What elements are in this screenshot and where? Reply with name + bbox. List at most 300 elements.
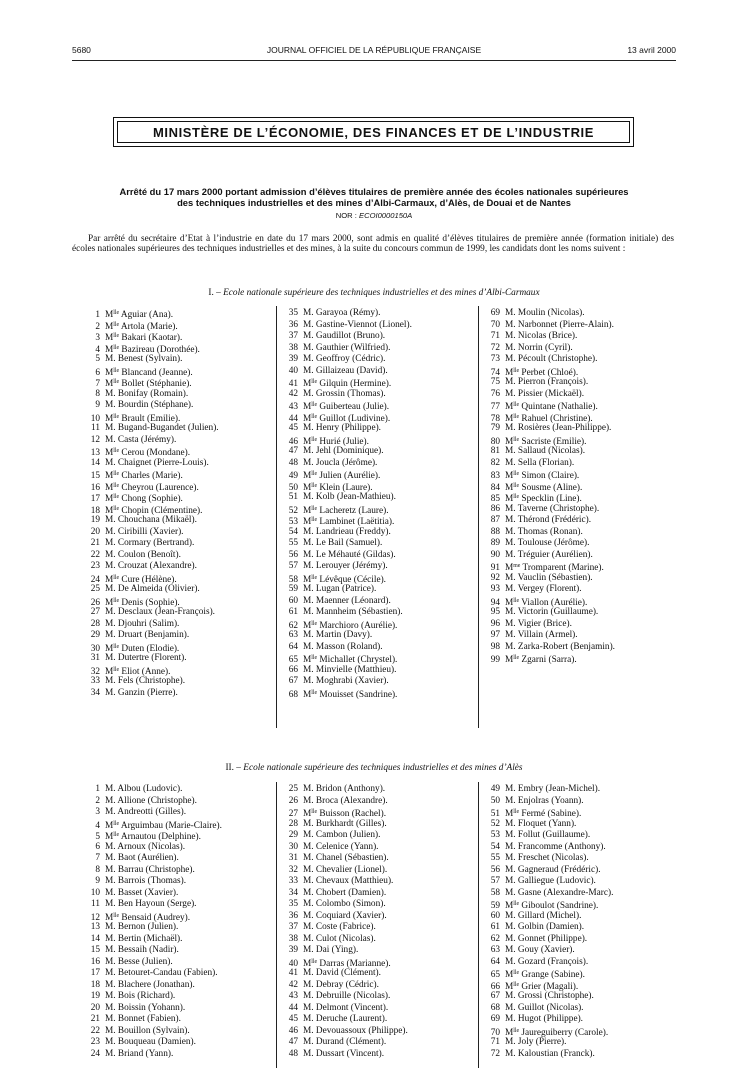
entry-number: 43 xyxy=(288,991,298,1001)
candidate-name: Blachere (Jonathan). xyxy=(117,979,195,990)
list-item xyxy=(282,653,412,665)
list-item xyxy=(282,853,408,865)
list-column xyxy=(84,308,219,699)
candidate-name: Gastine-Viennot (Lionel). xyxy=(315,319,412,330)
list-item xyxy=(84,481,219,493)
nor-code: ECOI0000150A xyxy=(359,211,413,220)
list-item xyxy=(84,619,219,631)
civility-title: M. xyxy=(505,922,516,932)
list-item xyxy=(282,469,412,481)
candidate-name: Besse (Julien). xyxy=(117,956,173,967)
entry-number: 22 xyxy=(90,549,100,560)
civility-suffix: lle xyxy=(311,517,318,523)
civility-title: M. xyxy=(303,630,314,640)
entry-number: 72 xyxy=(490,1048,500,1059)
candidate-name: Chobert (Damien). xyxy=(315,887,387,898)
civility-title: M. xyxy=(105,526,116,537)
civility-title: M. xyxy=(505,864,516,875)
list-item xyxy=(282,876,408,888)
arrete-title-line-2: des techniques industrielles et des mines d’Albi-Carmaux, d’Alès, de Douai et de Nantes xyxy=(177,197,571,208)
list-item xyxy=(282,945,408,957)
entry-number: 26 xyxy=(288,795,298,806)
entry-number: 39 xyxy=(288,354,298,364)
entry-number: 3 xyxy=(95,333,100,343)
column-divider xyxy=(276,782,277,1068)
civility-suffix: me xyxy=(513,563,521,569)
list-item xyxy=(282,968,408,980)
candidate-name: Coquiard (Xavier). xyxy=(315,910,387,921)
candidate-name: Bourdin (Stéphane). xyxy=(117,400,194,410)
entry-number: 84 xyxy=(490,482,500,493)
civility-title: M. xyxy=(303,795,314,806)
candidate-name: Sousme (Aline). xyxy=(521,482,583,493)
candidate-name: Moghrabi (Xavier). xyxy=(315,676,389,686)
civility-title: M. xyxy=(505,630,516,640)
entry-number: 38 xyxy=(288,342,298,353)
civility-title: M xyxy=(105,471,114,481)
list-item xyxy=(84,865,222,877)
entry-number: 56 xyxy=(490,864,500,875)
list-item xyxy=(484,343,615,355)
list-item xyxy=(84,642,219,654)
entry-number: 13 xyxy=(90,922,100,932)
civility-title: M. xyxy=(303,968,314,978)
entry-number: 26 xyxy=(90,597,100,608)
entry-number: 55 xyxy=(490,853,500,863)
list-item xyxy=(282,377,412,389)
entry-number: 14 xyxy=(90,457,100,468)
civility-title: M. xyxy=(505,515,516,525)
civility-title: M. xyxy=(505,549,516,560)
list-item xyxy=(84,596,219,608)
entry-number: 39 xyxy=(288,945,298,955)
candidate-name: Delmont (Vincent). xyxy=(315,1002,389,1013)
list-item xyxy=(484,550,615,562)
civility-title: M xyxy=(105,832,114,842)
candidate-name: Grossin (Thomas). xyxy=(315,388,386,399)
list-item xyxy=(484,945,613,957)
candidate-name: Cheyrou (Laurence). xyxy=(121,482,199,493)
civility-title: M. xyxy=(505,319,516,330)
list-item xyxy=(484,504,615,516)
entry-number: 21 xyxy=(90,1014,100,1024)
civility-suffix: lle xyxy=(113,333,120,339)
ministry-box xyxy=(113,117,634,147)
civility-suffix: lle xyxy=(513,981,520,988)
list-item xyxy=(84,561,219,573)
list-item xyxy=(484,1049,613,1061)
candidate-name: Kaloustian (Franck). xyxy=(517,1048,595,1059)
list-item xyxy=(484,584,615,596)
candidate-name: Hugot (Philippe). xyxy=(517,1014,583,1024)
list-item xyxy=(484,957,613,969)
civility-title: M xyxy=(505,367,514,378)
list-item xyxy=(282,796,408,808)
civility-title: M. xyxy=(105,784,116,794)
entry-number: 2 xyxy=(95,321,100,332)
list-item xyxy=(84,354,219,366)
entry-number: 40 xyxy=(288,365,298,376)
civility-title: M xyxy=(303,958,312,969)
candidate-name: Pécoult (Christophe). xyxy=(517,354,598,364)
list-item xyxy=(282,807,408,819)
civility-suffix: lle xyxy=(513,901,520,907)
civility-title: M. xyxy=(105,1048,116,1059)
list-item xyxy=(484,377,615,389)
civility-title: M. xyxy=(105,991,116,1001)
civility-title: M. xyxy=(505,1002,516,1013)
entry-number: 31 xyxy=(288,853,298,863)
candidate-name: Albou (Ludovic). xyxy=(117,784,183,794)
list-item xyxy=(484,423,615,435)
candidate-name: Bonifay (Romain). xyxy=(117,388,189,399)
candidate-name: Gillaizeau (David). xyxy=(315,365,388,376)
arrete-title-line-1: Arrêté du 17 mars 2000 portant admission d’élèves titulaires de première année des écoles nationales supérieures xyxy=(119,186,629,197)
civility-suffix: lle xyxy=(311,471,318,477)
candidate-name: Lugan (Patrice). xyxy=(315,584,377,594)
candidate-name: Nicolas (Brice). xyxy=(517,331,578,341)
civility-title: M. xyxy=(505,342,516,353)
entry-number: 71 xyxy=(490,1037,500,1047)
candidate-name: Vergey (Florent). xyxy=(517,584,582,594)
entry-number: 88 xyxy=(490,526,500,537)
civility-title: M. xyxy=(505,572,516,583)
civility-title: M. xyxy=(303,549,314,560)
candidate-name: Duten (Elodie). xyxy=(121,643,180,654)
list-item xyxy=(84,377,219,389)
candidate-name: Gonnet (Philippe). xyxy=(517,933,588,944)
civility-suffix: lle xyxy=(513,809,520,815)
civility-title: M. xyxy=(303,784,314,794)
entry-number: 7 xyxy=(95,379,100,389)
list-item xyxy=(84,853,222,865)
list-item xyxy=(484,1026,613,1038)
candidate-name: Cormary (Bertrand). xyxy=(117,538,195,548)
candidate-name: Victorin (Guillaume). xyxy=(517,607,599,617)
candidate-name: Joly (Pierre). xyxy=(517,1037,567,1047)
civility-suffix: lle xyxy=(113,643,120,650)
civility-title: M xyxy=(303,809,312,819)
journal-title: JOURNAL OFFICIEL DE LA RÉPUBLIQUE FRANÇAISE xyxy=(266,45,482,55)
list-item xyxy=(484,1003,613,1015)
candidate-name: Djouhri (Salim). xyxy=(117,618,180,629)
candidate-name: Michallet (Chrystel). xyxy=(319,655,398,665)
candidate-name: Barrois (Thomas). xyxy=(117,876,187,886)
candidate-name: Bakari (Kaotar). xyxy=(121,333,183,343)
list-item xyxy=(484,538,615,550)
entry-number: 50 xyxy=(490,795,500,806)
civility-title: M. xyxy=(505,377,516,387)
list-item xyxy=(484,819,613,831)
candidate-name: Bernon (Julien). xyxy=(117,922,179,932)
list-item xyxy=(282,865,408,877)
list-item xyxy=(282,899,408,911)
list-item xyxy=(484,934,613,946)
list-item xyxy=(484,573,615,585)
civility-suffix: lle xyxy=(513,413,520,420)
civility-title: M. xyxy=(505,584,516,594)
section-title: Ecole nationale supérieure des techniques industrielles et des mines d’Alès xyxy=(243,763,523,773)
list-item xyxy=(84,446,219,458)
candidate-name: Henry (Philippe). xyxy=(315,423,381,433)
candidate-name: Vigier (Brice). xyxy=(517,618,572,629)
candidate-name: Darras (Marianne). xyxy=(319,958,391,969)
civility-title: M. xyxy=(105,945,116,955)
civility-title: M xyxy=(105,912,114,923)
list-item xyxy=(282,412,412,424)
list-item xyxy=(282,888,408,900)
list-item xyxy=(84,550,219,562)
candidate-name: Blancand (Jeanne). xyxy=(121,367,193,378)
civility-suffix: lle xyxy=(113,666,120,673)
civility-suffix: lle xyxy=(311,574,318,581)
candidate-name: Culot (Nicolas). xyxy=(315,933,376,944)
candidate-name: Tréguier (Aurélien). xyxy=(517,549,593,560)
civility-title: M xyxy=(105,494,114,504)
civility-title: M. xyxy=(303,561,314,571)
list-item xyxy=(84,527,219,539)
civility-title: M. xyxy=(303,319,314,330)
candidate-name: Rahuel (Christine). xyxy=(521,413,593,424)
civility-title: M. xyxy=(303,853,314,863)
entry-number: 57 xyxy=(490,876,500,886)
list-item xyxy=(282,922,408,934)
entry-number: 37 xyxy=(288,331,298,341)
entry-number: 48 xyxy=(288,457,298,468)
civility-suffix: lle xyxy=(311,809,318,815)
candidate-name: Briand (Yann). xyxy=(117,1048,174,1059)
entry-number: 10 xyxy=(90,887,100,898)
list-item xyxy=(282,607,412,619)
civility-title: M. xyxy=(303,365,314,376)
civility-title: M. xyxy=(505,784,516,794)
civility-title: M. xyxy=(303,423,314,433)
list-item xyxy=(282,991,408,1003)
civility-title: M xyxy=(105,379,114,389)
candidate-name: Cerou (Mondane). xyxy=(121,448,191,458)
civility-title: M. xyxy=(505,526,516,537)
candidate-name: Landrieau (Freddy). xyxy=(315,526,391,537)
entry-number: 71 xyxy=(490,331,500,341)
candidate-name: Sallaud (Nicolas). xyxy=(517,446,586,456)
civility-suffix: lle xyxy=(311,620,318,627)
candidate-name: Grange (Sabine). xyxy=(521,970,585,980)
entry-number: 27 xyxy=(288,809,298,819)
entry-number: 46 xyxy=(288,436,298,447)
civility-title: M xyxy=(505,597,514,608)
entry-number: 64 xyxy=(490,956,500,967)
candidate-name: Toulouse (Jérôme). xyxy=(517,538,590,548)
list-item xyxy=(282,331,412,343)
entry-number: 9 xyxy=(95,400,100,410)
civility-suffix: lle xyxy=(513,436,520,443)
list-item xyxy=(282,389,412,401)
candidate-name: Zgarni (Sarra). xyxy=(521,655,577,665)
entry-number: 15 xyxy=(90,471,100,481)
civility-title: M. xyxy=(105,423,116,433)
civility-title: M. xyxy=(505,841,516,852)
civility-title: M. xyxy=(303,945,314,955)
entry-number: 29 xyxy=(288,830,298,840)
civility-title: M. xyxy=(105,653,116,663)
entry-number: 35 xyxy=(288,308,298,318)
entry-number: 46 xyxy=(288,1025,298,1036)
list-item xyxy=(84,366,219,378)
list-item xyxy=(282,400,412,412)
entry-number: 36 xyxy=(288,319,298,330)
entry-number: 92 xyxy=(490,572,500,583)
list-item xyxy=(484,619,615,631)
list-item xyxy=(484,458,615,470)
candidate-name: Buisson (Rachel). xyxy=(319,809,387,819)
civility-title: M. xyxy=(303,991,314,1001)
entry-number: 28 xyxy=(288,818,298,829)
civility-title: M. xyxy=(505,457,516,468)
entry-number: 59 xyxy=(490,901,500,911)
candidate-name: Arnoux (Nicolas). xyxy=(117,841,186,852)
entry-number: 33 xyxy=(288,876,298,886)
candidate-name: Bridon (Anthony). xyxy=(315,784,386,794)
entry-number: 62 xyxy=(490,933,500,944)
candidate-name: Rosières (Jean-Philippe). xyxy=(517,423,612,433)
civility-title: M xyxy=(303,436,312,447)
entry-number: 58 xyxy=(288,574,298,585)
civility-title: M xyxy=(303,517,312,527)
candidate-name: Mouisset (Sandrine). xyxy=(319,689,398,700)
list-item xyxy=(84,492,219,504)
list-item xyxy=(84,688,219,700)
civility-title: M. xyxy=(505,538,516,548)
civility-title: M. xyxy=(105,549,116,560)
list-item xyxy=(484,642,615,654)
civility-title: M. xyxy=(105,979,116,990)
civility-suffix: lle xyxy=(513,471,520,477)
list-column xyxy=(84,784,222,1060)
entry-number: 10 xyxy=(90,413,100,424)
entry-number: 81 xyxy=(490,446,500,456)
entry-number: 41 xyxy=(288,379,298,389)
entry-number: 29 xyxy=(90,630,100,640)
list-item xyxy=(484,865,613,877)
entry-number: 47 xyxy=(288,446,298,456)
list-item xyxy=(484,784,613,796)
candidate-name: Guillot (Nicolas). xyxy=(517,1002,584,1013)
civility-title: M. xyxy=(505,795,516,806)
list-item xyxy=(282,504,412,516)
list-item xyxy=(84,1014,222,1026)
list-item xyxy=(84,458,219,470)
candidate-name: Barrau (Christophe). xyxy=(117,864,195,875)
candidate-name: Jehl (Dominique). xyxy=(315,446,384,456)
civility-suffix: lle xyxy=(311,505,318,512)
entry-number: 13 xyxy=(90,448,100,458)
entry-number: 96 xyxy=(490,618,500,629)
list-item xyxy=(84,899,222,911)
entry-number: 41 xyxy=(288,968,298,978)
entry-number: 72 xyxy=(490,342,500,353)
candidate-name: Chong (Sophie). xyxy=(121,494,183,504)
candidate-name: Golbin (Damien). xyxy=(517,922,585,932)
list-item xyxy=(84,469,219,481)
list-column xyxy=(484,308,615,665)
civility-suffix: lle xyxy=(113,912,120,919)
civility-title: M. xyxy=(303,933,314,944)
civility-suffix: lle xyxy=(113,597,120,604)
candidate-name: Guillot (Ludivine). xyxy=(319,413,391,424)
entry-number: 79 xyxy=(490,423,500,433)
entry-number: 50 xyxy=(288,482,298,493)
civility-title: M. xyxy=(303,864,314,875)
list-item xyxy=(282,1037,408,1049)
entry-number: 36 xyxy=(288,910,298,921)
civility-title: M. xyxy=(105,968,116,978)
list-item xyxy=(484,308,615,320)
list-item xyxy=(484,991,613,1003)
entry-number: 47 xyxy=(288,1037,298,1047)
civility-title: M. xyxy=(505,853,516,863)
civility-title: M. xyxy=(105,607,116,617)
civility-title: M. xyxy=(505,1014,516,1024)
list-item xyxy=(484,596,615,608)
entry-number: 90 xyxy=(490,549,500,560)
entry-number: 51 xyxy=(490,809,500,819)
entry-number: 15 xyxy=(90,945,100,955)
civility-title: M xyxy=(303,505,312,516)
civility-title: M. xyxy=(303,538,314,548)
civility-title: M. xyxy=(105,899,116,909)
entry-number: 2 xyxy=(95,795,100,806)
civility-title: M xyxy=(303,402,312,412)
civility-title: M. xyxy=(303,526,314,537)
civility-title: M. xyxy=(505,423,516,433)
section-title: Ecole nationale supérieure des techniques industrielles et des mines d’Albi-Carmaux xyxy=(223,288,540,298)
page-number: 5680 xyxy=(72,45,91,55)
entry-number: 67 xyxy=(490,991,500,1001)
candidate-name: Le Méhauté (Gildas). xyxy=(315,549,396,560)
list-item xyxy=(484,481,615,493)
candidate-name: Ben Hayoun (Serge). xyxy=(117,899,197,909)
entry-number: 83 xyxy=(490,471,500,481)
civility-title: M. xyxy=(505,388,516,399)
list-item xyxy=(484,842,613,854)
civility-suffix: lle xyxy=(513,402,520,408)
civility-title: M. xyxy=(303,446,314,456)
candidate-name: Pissier (Mickaël). xyxy=(517,388,585,399)
civility-title: M. xyxy=(105,400,116,410)
civility-title: M xyxy=(105,321,114,332)
list-item xyxy=(282,957,408,969)
civility-title: M. xyxy=(505,876,516,886)
list-item xyxy=(84,343,219,355)
civility-title: M. xyxy=(105,434,116,445)
civility-title: M xyxy=(105,643,114,654)
candidate-name: Bouqueau (Damien). xyxy=(117,1037,196,1047)
list-column xyxy=(282,784,408,1060)
civility-title: M. xyxy=(105,618,116,629)
list-item xyxy=(282,366,412,378)
entry-number: 45 xyxy=(288,1014,298,1024)
civility-title: M xyxy=(505,436,514,447)
civility-title: M. xyxy=(303,887,314,898)
list-item xyxy=(484,435,615,447)
list-item xyxy=(484,853,613,865)
candidate-name: Artola (Marie). xyxy=(120,321,178,332)
candidate-name: Galliegue (Ludovic). xyxy=(517,876,596,886)
entry-number: 55 xyxy=(288,538,298,548)
civility-title: M. xyxy=(303,664,314,675)
entry-number: 49 xyxy=(288,471,298,481)
intro-text: Par arrêté du secrétaire d’Etat à l’industrie en date du 17 mars 2000, sont admis en qualité d’élèves titulaires de première année (formation initiale) des écoles nationales supérieures des techniques industrielles et des mines, à la suite du concours commun de 1999, les candidats dont les noms suivent : xyxy=(72,234,674,254)
